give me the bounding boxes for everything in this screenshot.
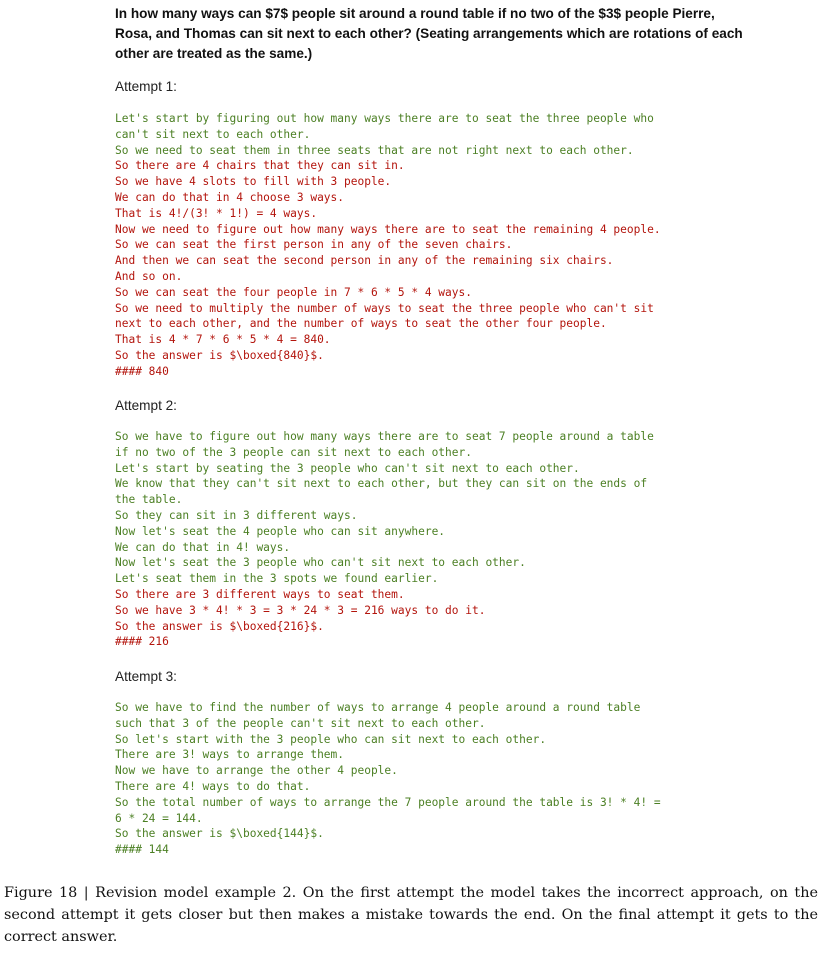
question-text: In how many ways can $7$ people sit around a round table if no two of the $3$ people Pierre, Rosa, and Thomas can sit next to each other? (Seating arrangements which are rotations of each other are treated as the same.) [115, 6, 743, 61]
attempt-1-line: #### 840 [115, 364, 169, 378]
attempt-3-line: So the total number of ways to arrange the 7 people around the table is 3! * 4! = [115, 795, 661, 809]
attempt-1-line: next to each other, and the number of ways to seat the other four people. [115, 317, 607, 331]
attempt-1-line: That is 4!/(3! * 1!) = 4 ways. [115, 206, 318, 220]
attempt-2-line: if no two of the 3 people can sit next to each other. [115, 445, 472, 459]
attempt-1-line: That is 4 * 7 * 6 * 5 * 4 = 840. [115, 333, 331, 347]
attempt-1-line: So we need to multiply the number of ways to seat the three people who can't sit [115, 301, 654, 315]
attempt-1-line: We can do that in 4 choose 3 ways. [115, 190, 345, 204]
attempt-2-line: We know that they can't sit next to each other, but they can sit on the ends of [115, 477, 648, 491]
attempt-3-line: There are 3! ways to arrange them. [115, 748, 345, 762]
attempt-2-line: So they can sit in 3 different ways. [115, 508, 358, 522]
attempt-3-line: #### 144 [115, 843, 169, 857]
attempt-3-line: 6 * 24 = 144. [115, 811, 203, 825]
attempt-3-line: such that 3 of the people can't sit next to each other. [115, 716, 486, 730]
attempt-3-line: Now we have to arrange the other 4 people. [115, 764, 398, 778]
attempt-3-code [115, 700, 815, 858]
attempt-1-label: Attempt 1: [115, 79, 177, 94]
attempt-2-code [115, 429, 815, 650]
attempt-2-line: Let's start by seating the 3 people who can't sit next to each other. [115, 461, 580, 475]
attempt-2-line: So the answer is $\boxed{216}$. [115, 619, 324, 633]
attempt-2-line: We can do that in 4! ways. [115, 540, 291, 554]
figure-caption: Figure 18 | Revision model example 2. On the first attempt the model takes the incorrect approach, on the second attempt it gets closer but then makes a mistake towards the end. On the final attempt it gets to the correct answer. [4, 885, 818, 945]
attempt-2-line: Let's seat them in the 3 spots we found earlier. [115, 572, 439, 586]
attempt-2-line: the table. [115, 493, 183, 507]
attempt-1-line: can't sit next to each other. [115, 127, 311, 141]
attempt-3-line: So we have to find the number of ways to arrange 4 people around a round table [115, 701, 641, 714]
attempt-3-line: There are 4! ways to do that. [115, 779, 311, 793]
attempt-1-line: So we need to seat them in three seats that are not right next to each other. [115, 143, 634, 157]
attempt-2-label: Attempt 2: [115, 398, 177, 413]
attempt-1-line: And then we can seat the second person in any of the remaining six chairs. [115, 254, 614, 268]
attempt-1-line: So we can seat the first person in any of the seven chairs. [115, 238, 513, 252]
attempt-1-line: So there are 4 chairs that they can sit in. [115, 159, 405, 173]
attempt-2-line: #### 216 [115, 635, 169, 649]
attempt-2-line: Now let's seat the 4 people who can sit anywhere. [115, 524, 446, 538]
attempt-1-line: Let's start by figuring out how many ways there are to seat the three people who [115, 112, 654, 125]
attempt-1-line: And so on. [115, 269, 183, 283]
attempt-3-line: So the answer is $\boxed{144}$. [115, 827, 324, 841]
attempt-1-line: So we have 4 slots to fill with 3 people. [115, 175, 392, 189]
attempt-1-line: So the answer is $\boxed{840}$. [115, 348, 324, 362]
attempt-3-line: So let's start with the 3 people who can sit next to each other. [115, 732, 547, 746]
attempt-1-line: So we can seat the four people in 7 * 6 * 5 * 4 ways. [115, 285, 472, 299]
attempt-2-line: So we have to figure out how many ways there are to seat 7 people around a table [115, 430, 654, 443]
attempt-2-line: So we have 3 * 4! * 3 = 3 * 24 * 3 = 216 ways to do it. [115, 603, 486, 617]
attempt-1-code [115, 111, 815, 380]
attempt-3-label: Attempt 3: [115, 669, 177, 684]
attempt-1-line: Now we need to figure out how many ways there are to seat the remaining 4 people. [115, 222, 661, 236]
attempt-2-line: So there are 3 different ways to seat them. [115, 587, 405, 601]
attempt-2-line: Now let's seat the 3 people who can't sit next to each other. [115, 556, 526, 570]
